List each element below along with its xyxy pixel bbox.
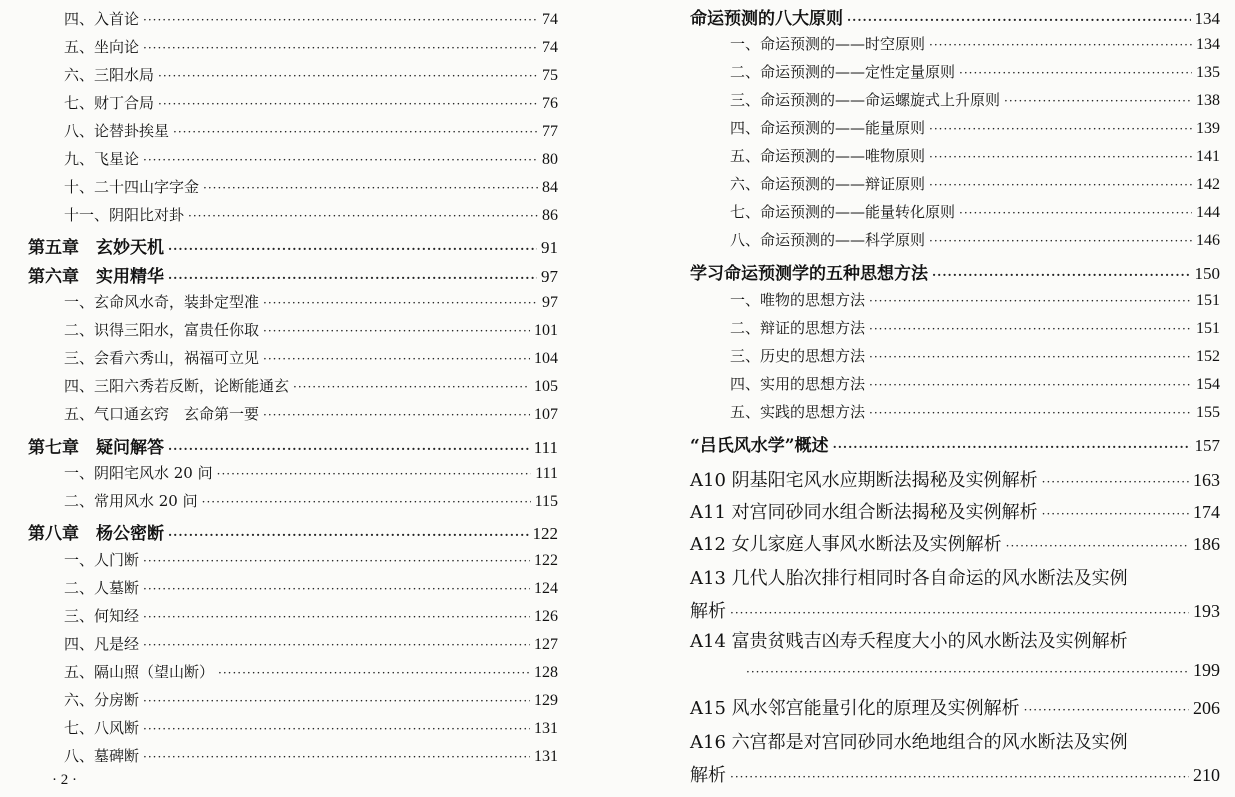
toc-entry-page: 101 bbox=[534, 322, 558, 339]
toc-entry bbox=[28, 490, 558, 511]
toc-entry-page: 74 bbox=[542, 39, 558, 56]
toc-entry-title: 一、唯物的思想方法 bbox=[730, 291, 866, 309]
toc-leader bbox=[202, 495, 531, 509]
toc-leader bbox=[1042, 475, 1189, 489]
toc-entry bbox=[28, 633, 558, 654]
toc-chapter-title: “吕氏风水学”概述 bbox=[690, 436, 829, 456]
toc-entry-title: 七、财丁合局 bbox=[64, 94, 155, 112]
toc-entry bbox=[690, 530, 1220, 556]
toc-entry-title: 三、会看六秀山，祸福可立见 bbox=[64, 349, 260, 367]
toc-entry-page: 122 bbox=[532, 524, 558, 543]
toc-entry bbox=[28, 375, 558, 396]
toc-entry-title: 九、飞星论 bbox=[64, 150, 140, 168]
toc-entry-title: 一、命运预测的——时空原则 bbox=[730, 35, 926, 53]
toc-entry-title: 十一、阴阳比对卦 bbox=[64, 206, 185, 224]
toc-chapter-title: 第八章 杨公密断 bbox=[28, 524, 164, 544]
toc-entry bbox=[28, 319, 558, 340]
toc-entry-page: 127 bbox=[534, 636, 558, 653]
toc-leader bbox=[218, 666, 530, 680]
toc-entry-title: A14 富贵贫贱吉凶寿夭程度大小的风水断法及实例解析 bbox=[690, 631, 1128, 652]
toc-entry bbox=[28, 120, 558, 141]
toc-entry-page: 134 bbox=[1196, 36, 1220, 53]
toc-entry-page: 154 bbox=[1196, 376, 1220, 393]
toc-entry-title: 三、何知经 bbox=[64, 607, 140, 625]
toc-leader bbox=[168, 271, 537, 285]
toc-entry-page: 104 bbox=[534, 350, 558, 367]
toc-chapter bbox=[28, 262, 558, 287]
toc-entry bbox=[28, 745, 558, 766]
toc-entry-page: 77 bbox=[542, 123, 558, 140]
toc-entry-page: 122 bbox=[534, 552, 558, 569]
toc-entry-page: 75 bbox=[542, 67, 558, 84]
toc-entry bbox=[28, 36, 558, 57]
toc-leader bbox=[143, 41, 538, 55]
toc-leader bbox=[143, 582, 530, 596]
toc-entry-page: 199 bbox=[1193, 660, 1220, 680]
toc-leader bbox=[833, 440, 1191, 454]
toc-entry-page: 144 bbox=[1196, 204, 1220, 221]
toc-entry-title: 一、玄命风水奇，装卦定型准 bbox=[64, 293, 260, 311]
toc-entry-page: 142 bbox=[1196, 176, 1220, 193]
toc-entry bbox=[690, 498, 1220, 524]
toc-entry-page: 111 bbox=[533, 438, 558, 457]
toc-leader bbox=[1024, 703, 1189, 717]
toc-leader bbox=[263, 324, 530, 338]
toc-entry-title: 五、隔山照（望山断） bbox=[64, 663, 215, 681]
toc-entry bbox=[28, 92, 558, 113]
toc-entry bbox=[690, 761, 1220, 787]
toc-entry-page: 193 bbox=[1193, 601, 1220, 621]
toc-leader bbox=[869, 406, 1192, 420]
toc-chapter bbox=[28, 433, 558, 458]
toc-entry bbox=[690, 694, 1220, 720]
toc-leader bbox=[168, 528, 529, 542]
toc-leader bbox=[929, 38, 1192, 52]
toc-entry-title: 二、识得三阳水，富贵任你取 bbox=[64, 321, 260, 339]
toc-entry bbox=[28, 605, 558, 626]
toc-leader bbox=[929, 178, 1192, 192]
toc-entry bbox=[28, 204, 558, 225]
toc-entry-title: 一、人门断 bbox=[64, 551, 140, 569]
toc-entry bbox=[28, 661, 558, 682]
toc-entry-page: 76 bbox=[542, 95, 558, 112]
toc-entry bbox=[28, 8, 558, 29]
toc-entry-page: 157 bbox=[1194, 436, 1220, 455]
toc-entry-title-cont: 解析 bbox=[690, 601, 726, 622]
toc-leader bbox=[263, 296, 538, 310]
toc-entry-title: 四、凡是经 bbox=[64, 635, 140, 653]
toc-entry bbox=[28, 403, 558, 424]
toc-chapter-title: 学习命运预测学的五种思想方法 bbox=[690, 264, 928, 284]
toc-entry-title: 八、论替卦挨星 bbox=[64, 122, 170, 140]
toc-chapter-title: 第五章 玄妙天机 bbox=[28, 238, 164, 258]
toc-entry bbox=[690, 145, 1220, 166]
toc-entry-page: 163 bbox=[1193, 470, 1220, 490]
toc-entry bbox=[690, 317, 1220, 338]
toc-entry-title: 四、三阳六秀若反断，论断能通玄 bbox=[64, 377, 290, 395]
toc-entry-title: 二、命运预测的——定性定量原则 bbox=[730, 63, 956, 81]
toc-entry-page: 151 bbox=[1196, 320, 1220, 337]
toc-entry-title: 四、实用的思想方法 bbox=[730, 375, 866, 393]
toc-leader bbox=[143, 153, 538, 167]
toc-entry bbox=[690, 373, 1220, 394]
toc-entry-title: 八、墓碑断 bbox=[64, 747, 140, 765]
toc-leader bbox=[143, 722, 530, 736]
toc-leader bbox=[217, 467, 532, 481]
toc-leader bbox=[746, 665, 1189, 679]
toc-entry-page: 155 bbox=[1196, 404, 1220, 421]
toc-entry-title: 五、命运预测的——唯物原则 bbox=[730, 147, 926, 165]
toc-entry-page: 128 bbox=[534, 664, 558, 681]
toc-entry bbox=[690, 173, 1220, 194]
toc-entry bbox=[690, 33, 1220, 54]
toc-leader bbox=[959, 66, 1192, 80]
toc-leader bbox=[263, 408, 530, 422]
toc-leader bbox=[173, 125, 538, 139]
toc-entry bbox=[28, 689, 558, 710]
toc-chapter bbox=[28, 519, 558, 544]
toc-entry-title: 五、实践的思想方法 bbox=[730, 403, 866, 421]
toc-leader bbox=[143, 638, 530, 652]
toc-entry-page: 146 bbox=[1196, 232, 1220, 249]
toc-entry bbox=[690, 229, 1220, 250]
toc-leader bbox=[143, 554, 530, 568]
toc-entry-title: 二、辩证的思想方法 bbox=[730, 319, 866, 337]
toc-leader bbox=[1006, 539, 1189, 553]
toc-entry-title: 二、人墓断 bbox=[64, 579, 140, 597]
toc-entry-title: 五、坐向论 bbox=[64, 38, 140, 56]
toc-entry bbox=[28, 64, 558, 85]
toc-leader bbox=[143, 13, 538, 27]
toc-entry-page: 152 bbox=[1196, 348, 1220, 365]
toc-entry-title: 六、命运预测的——辩证原则 bbox=[730, 175, 926, 193]
toc-entry-page: 91 bbox=[541, 238, 558, 257]
toc-leader bbox=[168, 442, 530, 456]
toc-entry-page: 186 bbox=[1193, 534, 1220, 554]
toc-leader bbox=[158, 69, 538, 83]
toc-entry-page: 111 bbox=[535, 465, 558, 482]
toc-entry-page: 131 bbox=[534, 748, 558, 765]
toc-entry-page: 84 bbox=[542, 179, 558, 196]
toc-entry bbox=[28, 462, 558, 483]
toc-entry-page: 141 bbox=[1196, 148, 1220, 165]
toc-chapter bbox=[690, 431, 1220, 456]
toc-entry-page: 135 bbox=[1196, 64, 1220, 81]
toc-leader bbox=[293, 380, 530, 394]
toc-entry-page: 134 bbox=[1194, 9, 1220, 28]
toc-leader bbox=[929, 150, 1192, 164]
toc-entry-page: 139 bbox=[1196, 120, 1220, 137]
toc-entry-page: 105 bbox=[534, 378, 558, 395]
toc-entry-page: 150 bbox=[1194, 264, 1220, 283]
toc-entry-title: 八、命运预测的——科学原则 bbox=[730, 231, 926, 249]
toc-leader bbox=[730, 606, 1189, 620]
toc-entry-page: 174 bbox=[1193, 502, 1220, 522]
toc-entry-page: 131 bbox=[534, 720, 558, 737]
toc-chapter bbox=[690, 259, 1220, 284]
toc-leader bbox=[869, 322, 1192, 336]
toc-chapter bbox=[28, 233, 558, 258]
toc-leader bbox=[869, 294, 1192, 308]
toc-leader bbox=[959, 206, 1192, 220]
toc-leader bbox=[730, 770, 1189, 784]
toc-leader bbox=[143, 694, 530, 708]
toc-entry-page: 206 bbox=[1193, 698, 1220, 718]
toc-entry bbox=[690, 466, 1220, 492]
toc-entry-title: 十、二十四山字字金 bbox=[64, 178, 200, 196]
toc-entry bbox=[690, 61, 1220, 82]
toc-entry-title: A16 六宫都是对宫同砂同水绝地组合的风水断法及实例 bbox=[690, 732, 1128, 753]
toc-entry-title: 六、三阳水局 bbox=[64, 66, 155, 84]
toc-entry bbox=[690, 597, 1220, 623]
toc-leader bbox=[143, 610, 530, 624]
toc-entry-page: 115 bbox=[534, 493, 558, 510]
toc-leader bbox=[1004, 94, 1192, 108]
toc-entry-title: A11 对宫同砂同水组合断法揭秘及实例解析 bbox=[690, 502, 1038, 523]
toc-entry-title-cont: 解析 bbox=[690, 765, 726, 786]
toc-entry-title: A15 风水邻宫能量引化的原理及实例解析 bbox=[690, 698, 1020, 719]
toc-leader bbox=[203, 181, 538, 195]
toc-leader bbox=[869, 378, 1192, 392]
toc-leader bbox=[188, 209, 538, 223]
toc-entry-page: 80 bbox=[542, 151, 558, 168]
toc-entry-title: 七、八风断 bbox=[64, 719, 140, 737]
toc-chapter-title: 第六章 实用精华 bbox=[28, 267, 164, 287]
toc-entry-title: 三、历史的思想方法 bbox=[730, 347, 866, 365]
toc-entry bbox=[28, 291, 558, 312]
toc-entry-page: 74 bbox=[542, 11, 558, 28]
toc-entry-title: A12 女儿家庭人事风水断法及实例解析 bbox=[690, 534, 1002, 555]
toc-entry bbox=[28, 549, 558, 570]
toc-entry-page: 129 bbox=[534, 692, 558, 709]
page-number: · 2 · bbox=[52, 772, 77, 788]
toc-entry bbox=[690, 401, 1220, 422]
toc-entry-page: 97 bbox=[542, 294, 558, 311]
toc-entry bbox=[690, 201, 1220, 222]
toc-entry-title: 二、常用风水 20 问 bbox=[64, 492, 198, 510]
toc-entry-page: 210 bbox=[1193, 765, 1220, 785]
toc-entry bbox=[690, 660, 1220, 681]
toc-chapter bbox=[690, 4, 1220, 29]
toc-entry bbox=[28, 176, 558, 197]
toc-chapter-title: 命运预测的八大原则 bbox=[690, 9, 843, 29]
toc-entry-title: A10 阴基阳宅风水应期断法揭秘及实例解析 bbox=[690, 470, 1038, 491]
toc-entry bbox=[690, 89, 1220, 110]
toc-chapter-title: 第七章 疑问解答 bbox=[28, 438, 164, 458]
toc-entry-page: 86 bbox=[542, 207, 558, 224]
toc-entry-title: 四、入首论 bbox=[64, 10, 140, 28]
toc-entry-page: 138 bbox=[1196, 92, 1220, 109]
toc-entry-page: 126 bbox=[534, 608, 558, 625]
toc-leader bbox=[263, 352, 530, 366]
toc-leader bbox=[929, 234, 1192, 248]
toc-entry bbox=[690, 289, 1220, 310]
toc-entry bbox=[690, 117, 1220, 138]
toc-entry-title: 一、阴阳宅风水 20 问 bbox=[64, 464, 213, 482]
toc-entry-title: 五、气口通玄窍 玄命第一要 bbox=[64, 405, 260, 423]
toc-entry-title: 七、命运预测的——能量转化原则 bbox=[730, 203, 956, 221]
toc-entry-page: 97 bbox=[541, 267, 558, 286]
toc-leader bbox=[932, 268, 1191, 282]
toc-leader bbox=[168, 242, 537, 256]
toc-entry-page: 107 bbox=[534, 406, 558, 423]
toc-leader bbox=[158, 97, 538, 111]
toc-entry bbox=[690, 345, 1220, 366]
toc-leader bbox=[1042, 507, 1189, 521]
toc-entry bbox=[28, 717, 558, 738]
toc-entry-title: 四、命运预测的——能量原则 bbox=[730, 119, 926, 137]
toc-leader bbox=[929, 122, 1192, 136]
toc-entry bbox=[28, 577, 558, 598]
toc-entry-page: 124 bbox=[534, 580, 558, 597]
toc-leader bbox=[869, 350, 1192, 364]
toc-entry-title: 六、分房断 bbox=[64, 691, 140, 709]
toc-leader bbox=[847, 13, 1191, 27]
toc-entry bbox=[28, 148, 558, 169]
toc-leader bbox=[143, 750, 530, 764]
toc-entry-title: A13 几代人胎次排行相同时各自命运的风水断法及实例 bbox=[690, 568, 1128, 589]
toc-entry-title: 三、命运预测的——命运螺旋式上升原则 bbox=[730, 91, 1001, 109]
toc-entry bbox=[28, 347, 558, 368]
toc-entry-page: 151 bbox=[1196, 292, 1220, 309]
